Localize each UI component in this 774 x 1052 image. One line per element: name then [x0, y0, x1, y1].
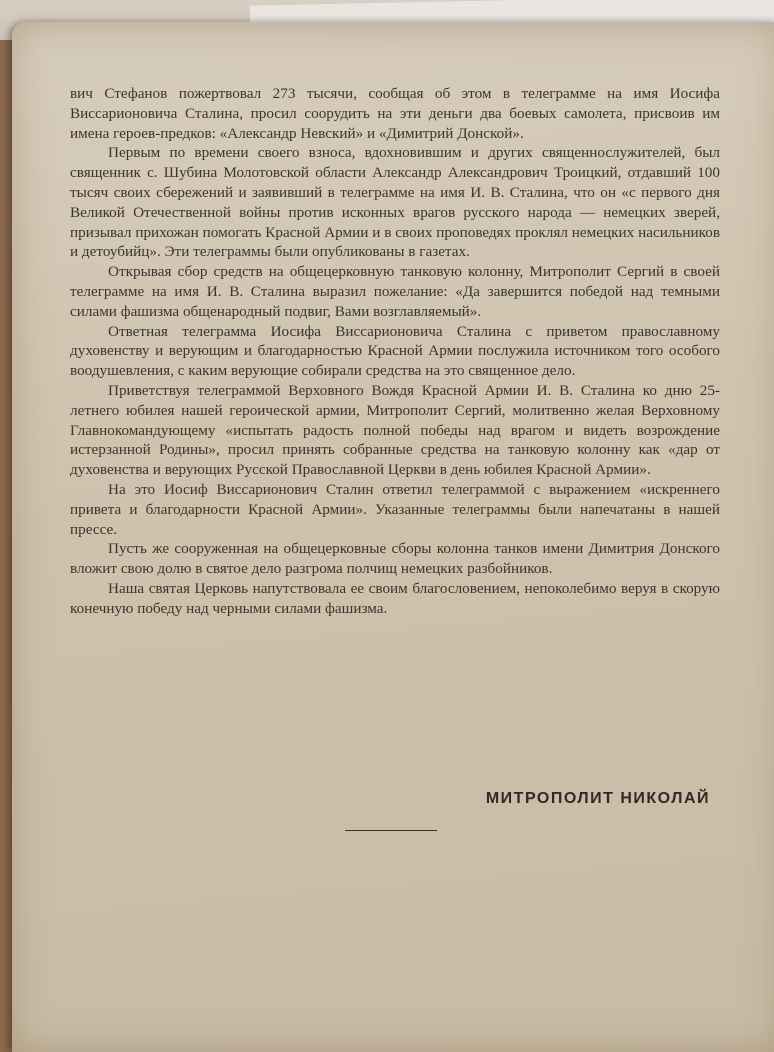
paragraph: Приветствуя телеграммой Верховного Вождя Красной Армии И. В. Сталина ко дню 25-летнего юбилея нашей героической армии, Митрополит Сергий, молитвенно желая Верховному Главнокомандующему «испытать радость полной победы над врагом и видеть возрождение истерзанной Родины», просил принять собранные средства на танковую колонну как «дар от духовенства и верующих Русской Православной Церкви в день юбилея Красной Армии». — [70, 381, 720, 479]
paragraph: вич Стефанов пожертвовал 273 тысячи, сообщая об этом в телеграмме на имя Иосифа Виссарионовича Сталина, просил соорудить на эти деньги два боевых самолета, присвоив им имена героев-предков: «Александр Невский» и «Димитрий Донской». — [70, 85, 720, 142]
paragraph: Первым по времени своего взноса, вдохновившим и других священнослужителей, был священник с. Шубина Молотовской области Александр Александрович Троицкий, отдавший 100 тысяч своих сбережений и заявивший в телеграмме на имя И. В. Сталина, что он «с первого дня Великой Отечественной войны против исконных врагов русского народа — немецких зверей, призывал прихожан помогать Красной Армии и в своих проповедях проклял немецких насильников и детоубийц». Эти телеграммы были опубликованы в газетах. — [70, 144, 720, 261]
paragraph: Пусть же сооруженная на общецерковные сборы колонна танков имени Димитрия Донского вложит свою долю в святое дело разгрома полчищ немецких разбойников. — [70, 540, 720, 578]
body-text — [70, 84, 720, 619]
signature: МИТРОПОЛИТ НИКОЛАЙ — [485, 790, 710, 807]
paragraph: Ответная телеграмма Иосифа Виссарионовича Сталина с приветом православному духовенству и верующим и благодарностью Красной Армии послужила источником того особого воодушевления, с каким верующие собирали средства на это священное дело. — [70, 322, 720, 380]
separator-rule — [345, 830, 437, 831]
paragraph: На это Иосиф Виссарионович Сталин ответил телеграммой с выражением «искреннего привета и благодарности Красной Армии». Указанные телеграммы были напечатаны в нашей прессе. — [70, 480, 720, 538]
paragraph: Наша святая Церковь напутствовала ее своим благословением, непоколебимо веруя в скорую конечную победу над черными силами фашизма. — [70, 579, 720, 617]
paragraph: Открывая сбор средств на общецерковную танковую колонну, Митрополит Сергий в своей телеграмме на имя И. В. Сталина выразил пожелание: «Да завершится победой над темными силами фашизма общенародный подвиг, Вами возглавляемый». — [70, 263, 720, 320]
